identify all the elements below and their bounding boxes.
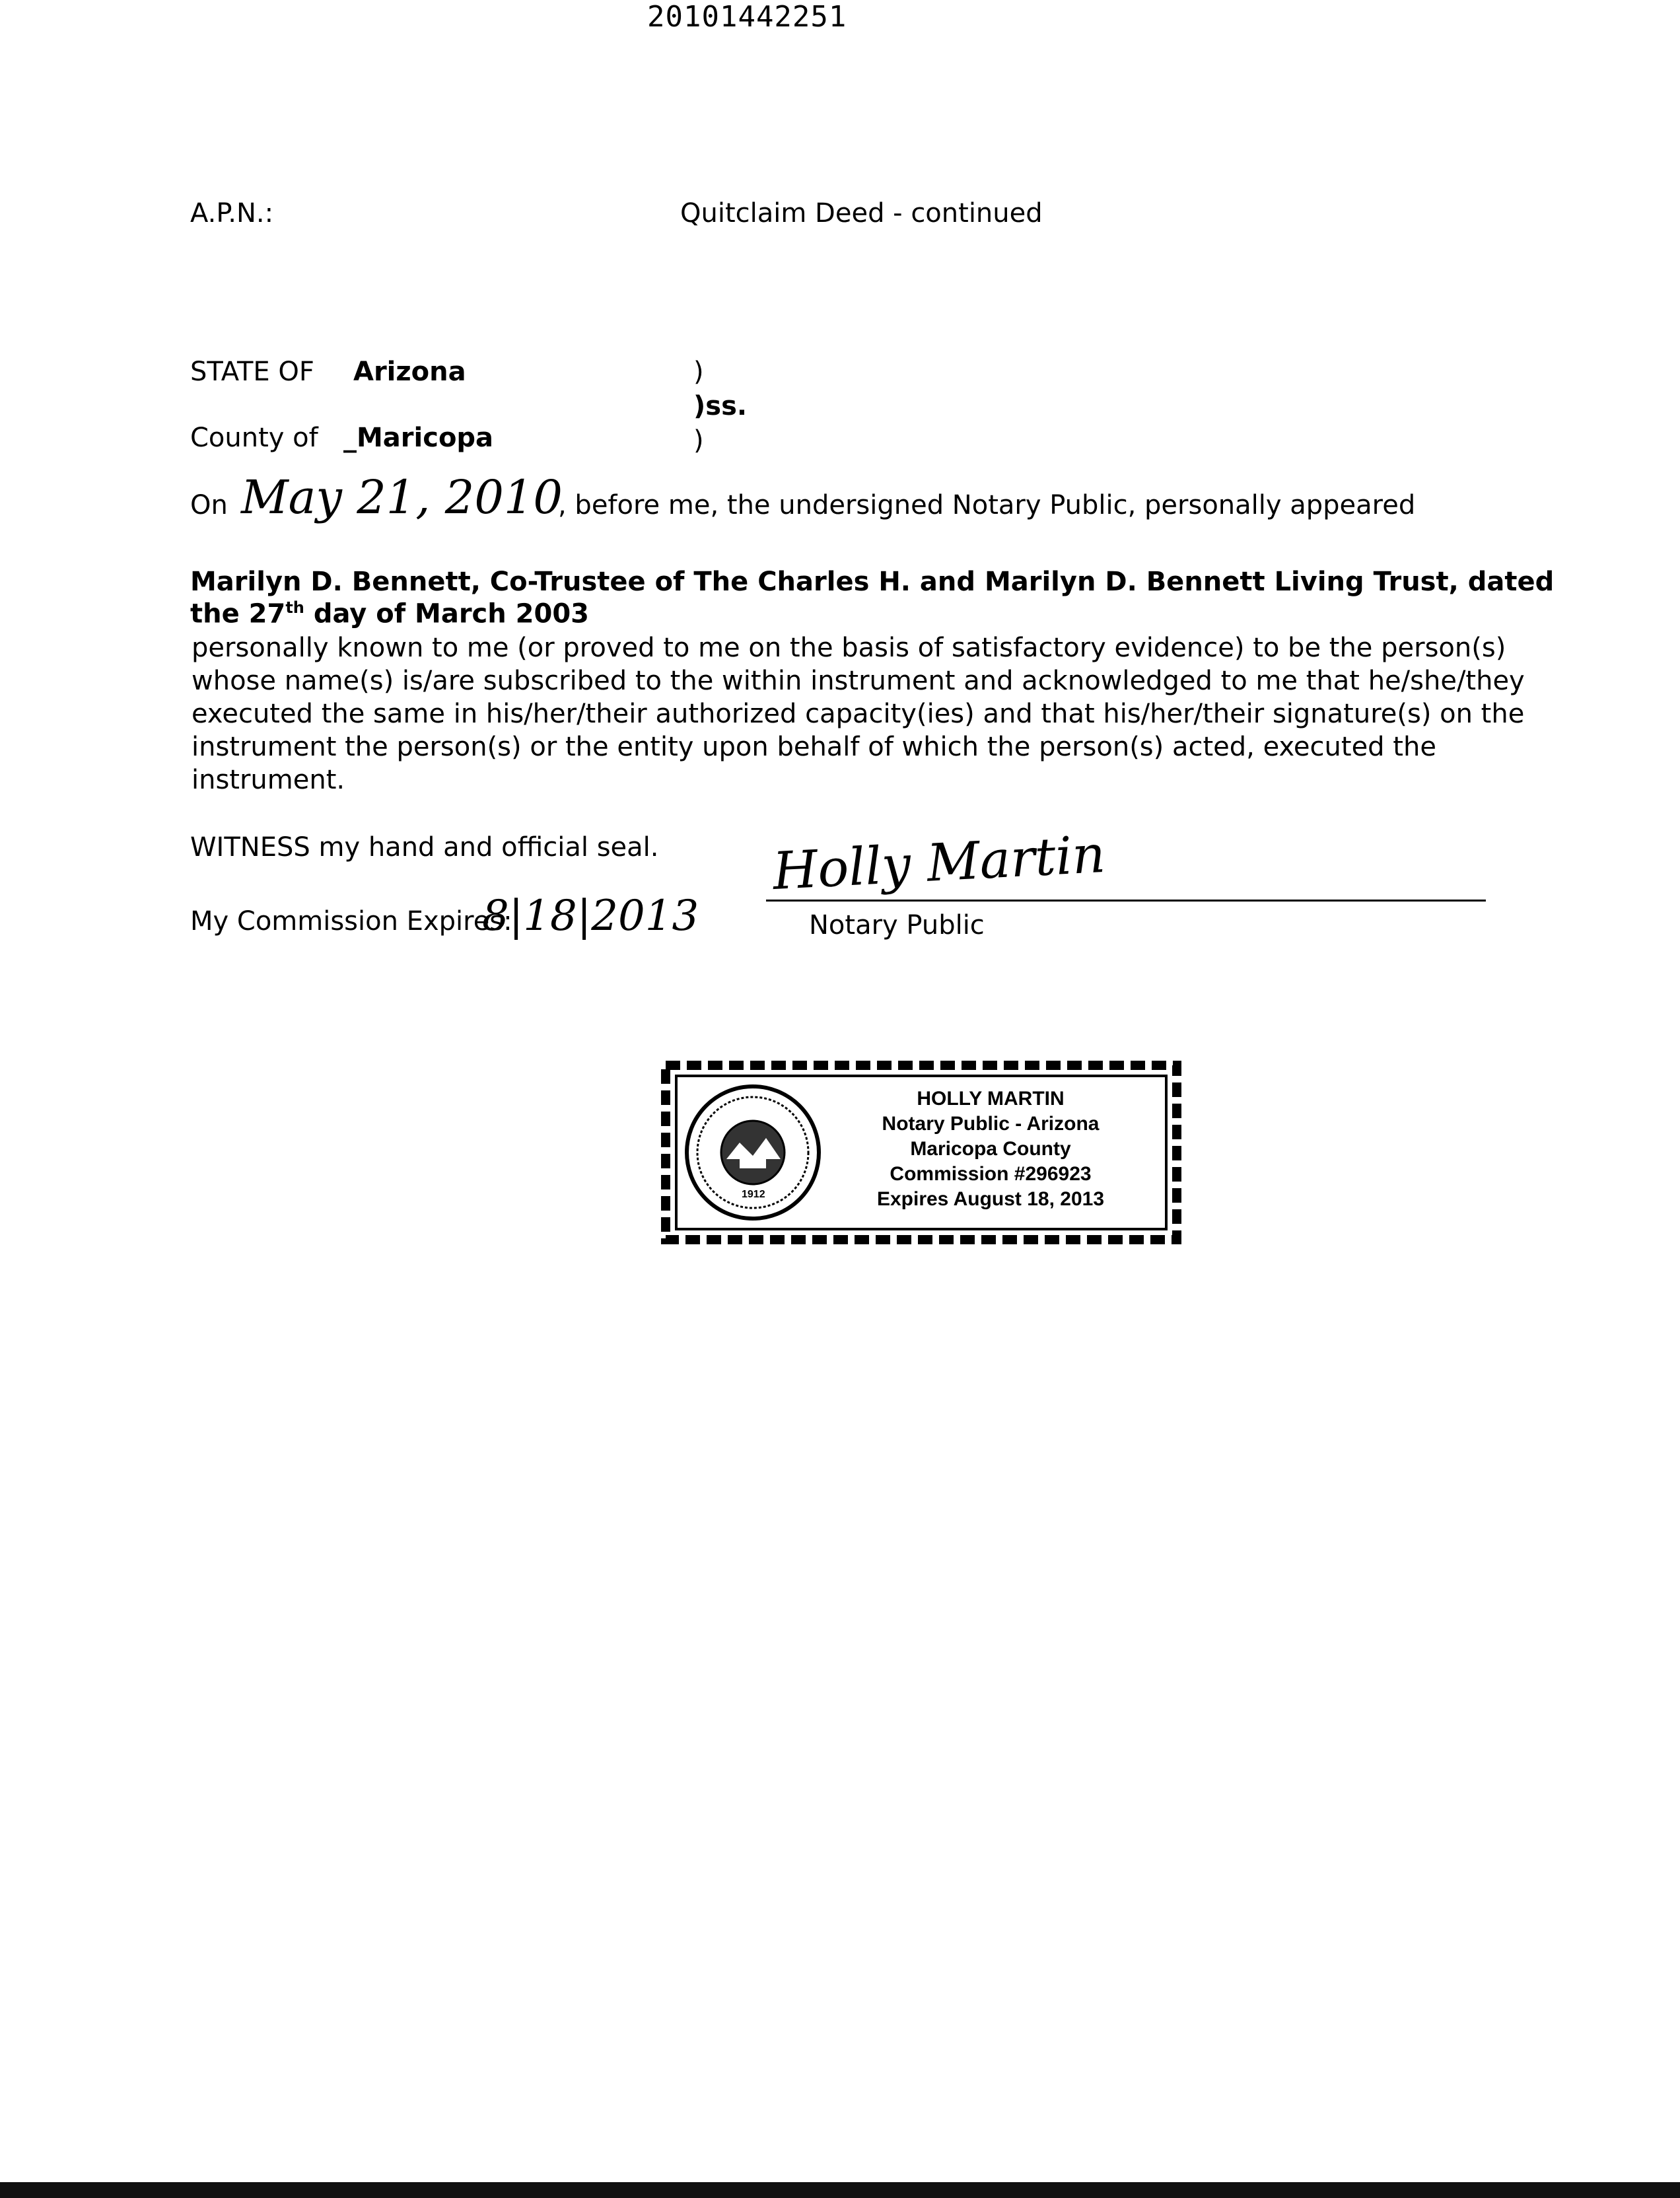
commission-label: My Commission Expires: <box>190 906 512 937</box>
notary-public-label: Notary Public <box>809 910 985 940</box>
seal-text-block <box>832 1086 1149 1212</box>
body-line: personally known to me (or proved to me on the basis of satisfactory evidence) to be the person(s) <box>192 633 1506 663</box>
seal-line: Commission #296923 <box>890 1163 1092 1185</box>
body-line: instrument. <box>192 765 345 795</box>
parties-line-2: the 27th day of March 2003 <box>190 598 589 629</box>
body-line: whose name(s) is/are subscribed to the within instrument and acknowledged to me that he/she/they <box>192 666 1525 696</box>
document-number: 20101442251 <box>647 0 847 34</box>
seal-emblem-year: 1912 <box>742 1189 765 1200</box>
acknowledgment-body <box>192 631 1525 797</box>
on-label: On <box>190 490 228 520</box>
before-me-text: , before me, the undersigned Notary Public, personally appeared <box>558 490 1416 520</box>
body-line: instrument the person(s) or the entity upon behalf of which the person(s) acted, executed the <box>192 732 1436 762</box>
paren-bottom: ) <box>693 425 704 456</box>
body-line: executed the same in his/her/their authorized capacity(ies) and that his/her/their signature(s) on the <box>192 699 1525 729</box>
scan-bottom-edge <box>0 2182 1680 2198</box>
county-label: County of <box>190 423 318 453</box>
deed-title: Quitclaim Deed - continued <box>680 198 1043 229</box>
seal-line: Notary Public - Arizona <box>882 1113 1100 1135</box>
seal-line: Maricopa County <box>910 1138 1071 1160</box>
notary-signature: Holly Martin <box>771 824 1107 902</box>
parties-line-1: Marilyn D. Bennett, Co-Trustee of The Charles H. and Marilyn D. Bennett Living Trust, dated <box>190 567 1555 597</box>
seal-line: HOLLY MARTIN <box>917 1088 1065 1110</box>
paren-ss: )ss. <box>693 391 748 421</box>
notary-seal-stamp <box>660 1060 1182 1245</box>
commission-date-handwritten: 8|18|2013 <box>482 892 699 940</box>
county-value: _Maricopa <box>343 423 494 453</box>
state-value: Arizona <box>353 357 466 387</box>
signature-line <box>766 900 1486 902</box>
seal-line: Expires August 18, 2013 <box>876 1188 1105 1210</box>
handwritten-date: May 21, 2010 <box>241 470 563 524</box>
apn-label: A.P.N.: <box>190 198 274 229</box>
paren-top: ) <box>693 357 704 387</box>
state-label: STATE OF <box>190 357 314 387</box>
witness-text: WITNESS my hand and official seal. <box>190 832 659 863</box>
